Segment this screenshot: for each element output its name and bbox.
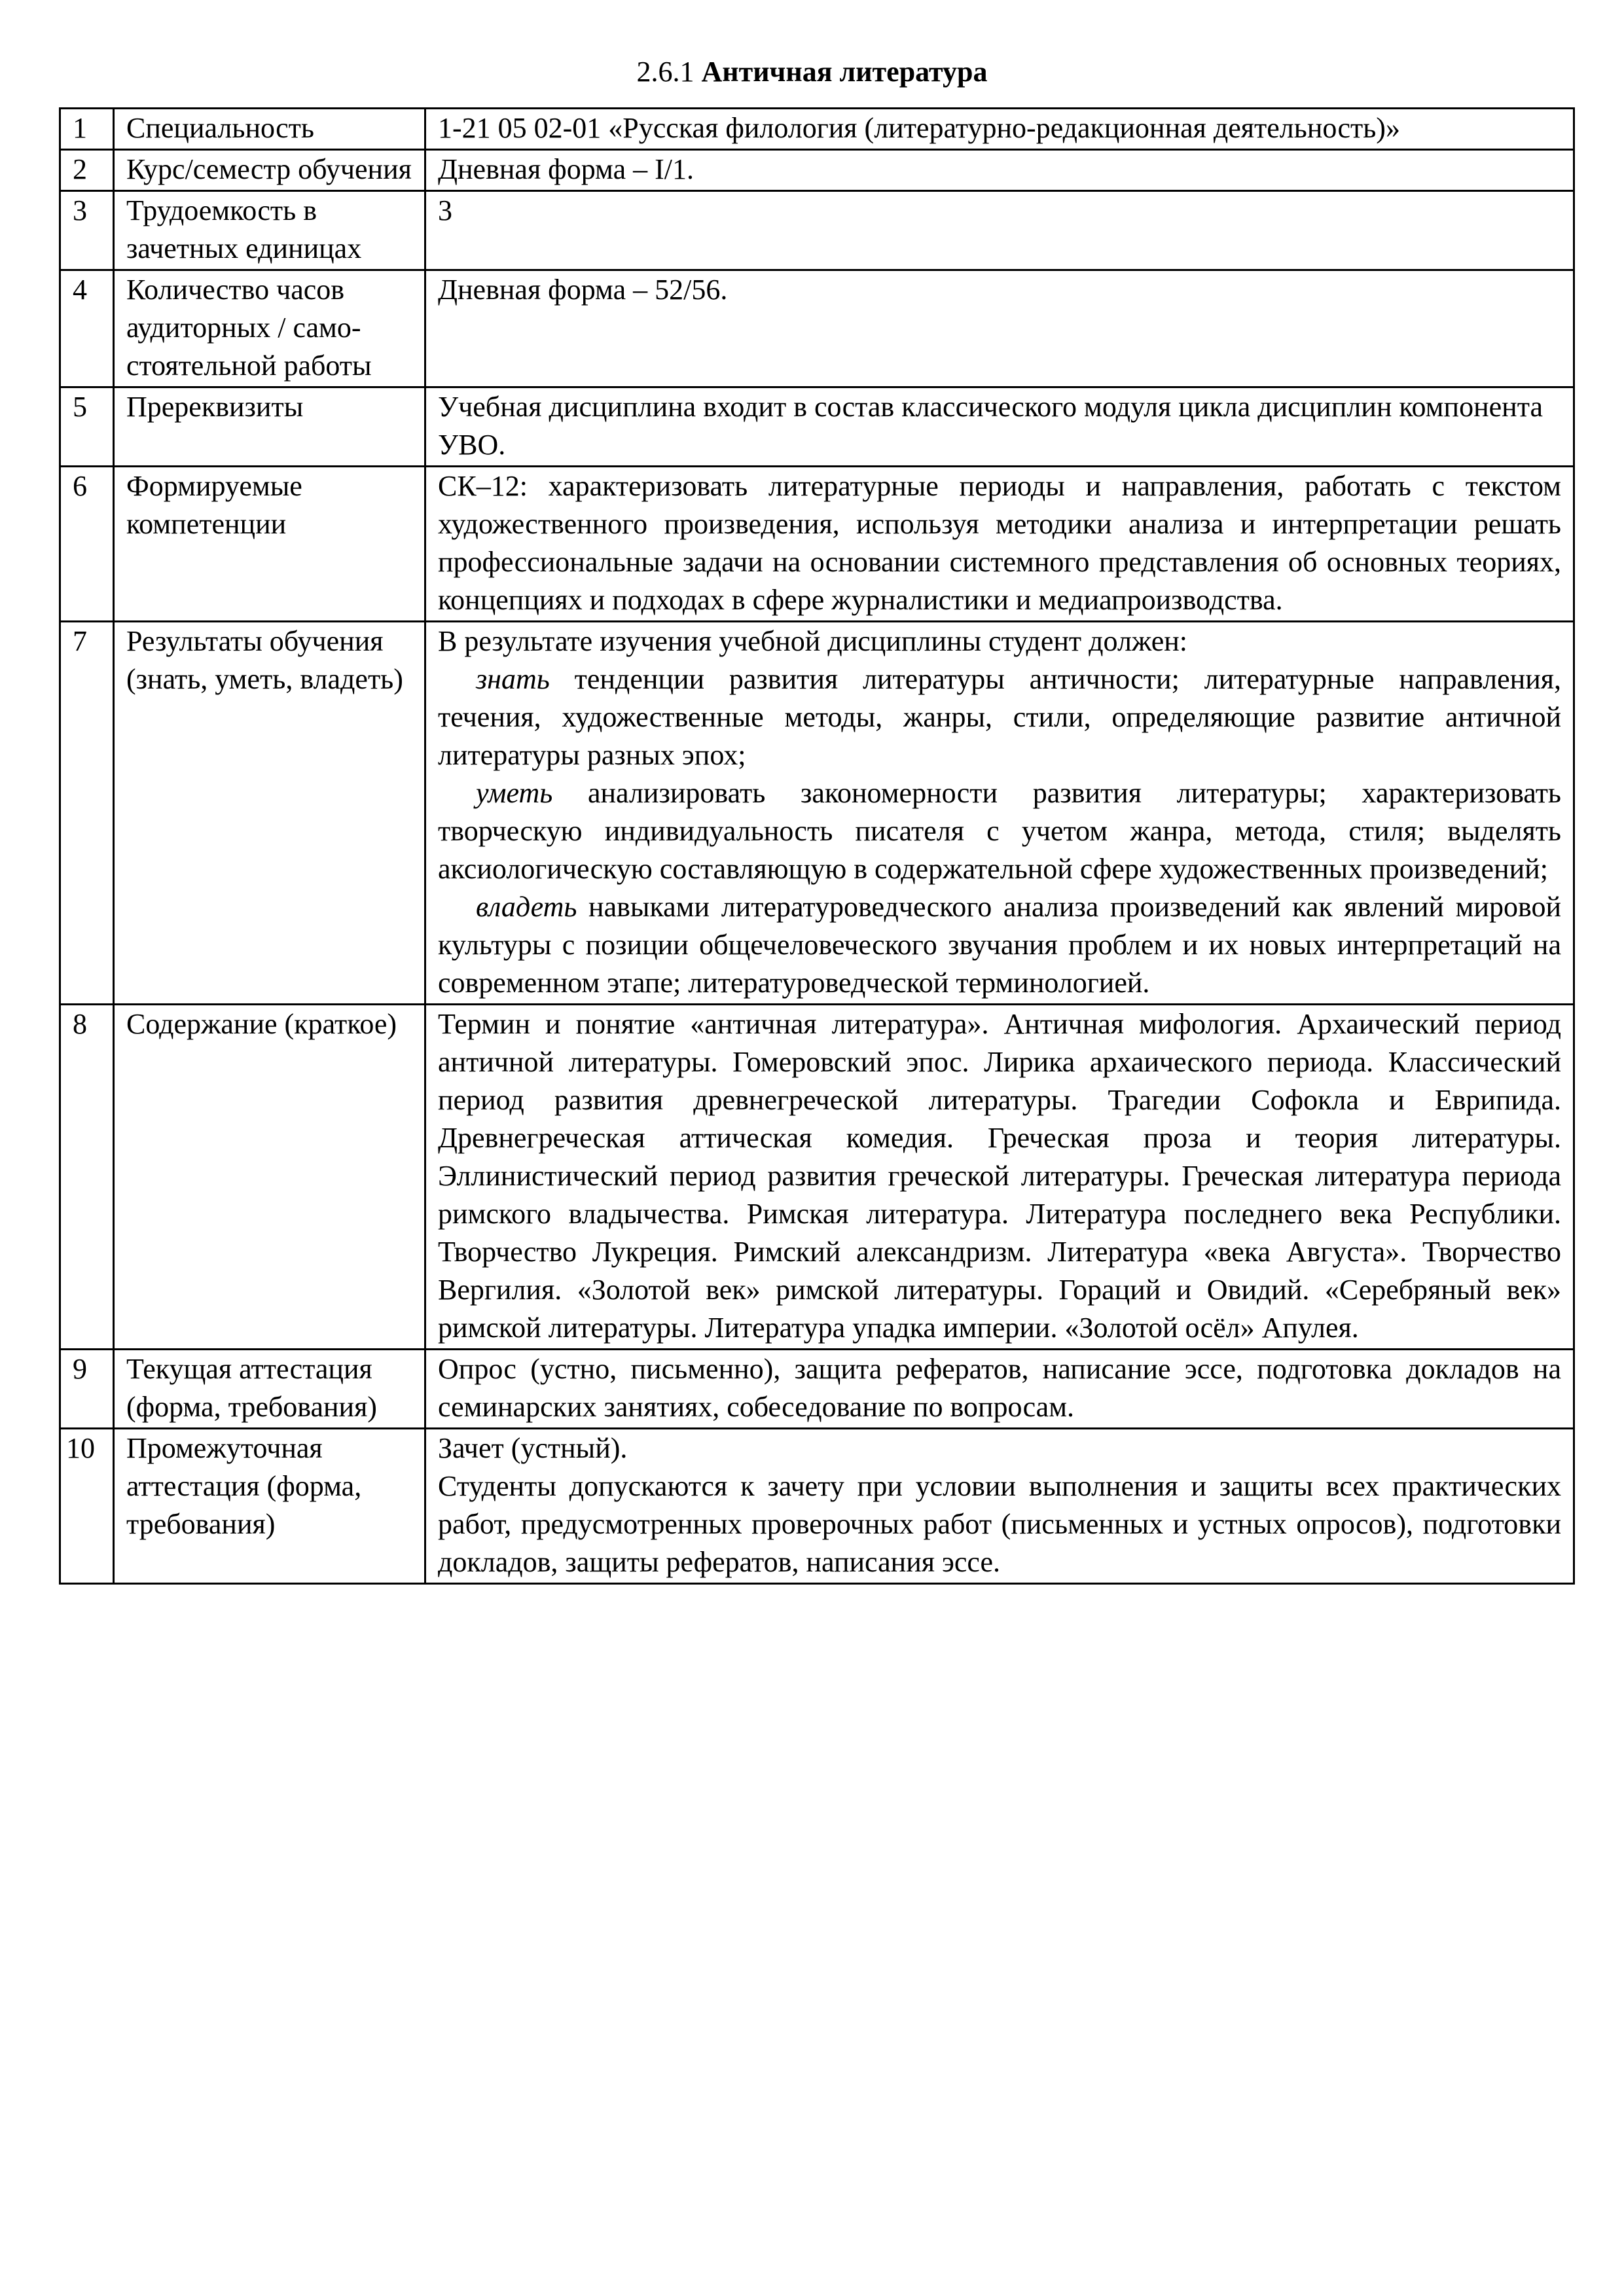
row-number: 1: [60, 109, 114, 150]
outcome-item: [438, 774, 1561, 888]
table-row: [60, 191, 1574, 270]
table-row: [60, 109, 1574, 150]
table-row: [60, 387, 1574, 467]
row-label: Специальность: [114, 109, 425, 150]
assessment-requirements: Студенты допускаются к зачету при условии выполнения и защиты всех практических работ, предусмотренных проверочных работ (письменных и устных опросов), подготовки докладов, защиты рефератов, написания эссе.: [438, 1470, 1561, 1578]
learning-outcomes: [425, 622, 1574, 1005]
outcome-text: анализировать закономерности развития литературы; характеризовать творческую индивидуальность писателя с учетом жанра, метода, стиля; выделять аксиологическую составляющую в содержательной сфере художественных произведений;: [438, 777, 1561, 885]
row-label: Промежуточная аттестация (форма, требования): [114, 1429, 425, 1584]
row-label: Трудоемкость в зачетных единицах: [114, 191, 425, 270]
row-value: [425, 1429, 1574, 1584]
row-number: 7: [60, 622, 114, 1005]
row-number: 6: [60, 467, 114, 622]
row-value: Учебная дисциплина входит в состав классического модуля цикла дисциплин компонента УВО.: [425, 387, 1574, 467]
row-label: Пререквизиты: [114, 387, 425, 467]
row-label: Текущая аттестация (форма, требования): [114, 1350, 425, 1429]
row-label: Содержание (краткое): [114, 1005, 425, 1350]
row-value: Дневная форма – 52/56.: [425, 270, 1574, 387]
table-row: [60, 1350, 1574, 1429]
row-value: СК–12: характеризовать литературные периоды и направления, работать с текстом художественного произведения, используя методики анализа и интерпретации решать профессиональные задачи на основании системного представления об основных теориях, концепциях и подходах в сфере журналистики и медиапроизводства.: [425, 467, 1574, 622]
row-value: Дневная форма – I/1.: [425, 150, 1574, 191]
row-number: 3: [60, 191, 114, 270]
row-number: 4: [60, 270, 114, 387]
table-row: [60, 1429, 1574, 1584]
row-number: 10: [60, 1429, 114, 1584]
table-row: [60, 467, 1574, 622]
row-value: Термин и понятие «античная литература». Античная мифология. Архаический период античной литературы. Гомеровский эпос. Лирика архаического периода. Классический период развития древнегреческой литературы. Трагедии Софокла и Еврипида. Древнегреческая аттическая комедия. Греческая проза и теория литературы. Эллинистический период развития греческой литературы. Греческая литература периода римского владычества. Римская литература. Литература последнего века Республики. Творчество Лукреция. Римский александризм. Литература «века Августа». Творчество Вергилия. «Золотой век» римской литературы. Гораций и Овидий. «Серебряный век» римской литературы. Литература упадка империи. «Золотой осёл» Апулея.: [425, 1005, 1574, 1350]
discipline-spec-table: [59, 107, 1575, 1585]
row-number: 8: [60, 1005, 114, 1350]
outcome-item: [438, 660, 1561, 774]
discipline-title: Античная литература: [701, 56, 988, 88]
row-label: Курс/семестр обучения: [114, 150, 425, 191]
row-value: Опрос (устно, письменно), защита рефератов, написание эссе, подготовка докладов на семинарских занятиях, собеседование по вопросам.: [425, 1350, 1574, 1429]
row-number: 9: [60, 1350, 114, 1429]
table-row: [60, 270, 1574, 387]
outcomes-intro: В результате изучения учебной дисциплины студент должен:: [438, 625, 1188, 657]
row-number: 2: [60, 150, 114, 191]
row-number: 5: [60, 387, 114, 467]
row-label: Результаты обучения (знать, уметь, владеть): [114, 622, 425, 1005]
table-row: [60, 150, 1574, 191]
document-title: [0, 54, 1624, 90]
row-label: Формируемые компетенции: [114, 467, 425, 622]
outcome-text: тенденции развития литературы античности; литературные направления, течения, художественные методы, жанры, стили, определяющие развитие античной литературы разных эпох;: [438, 663, 1561, 771]
row-label: Количество часов аудиторных / само-стоятельной работы: [114, 270, 425, 387]
row-value: 1-21 05 02-01 «Русская филология (литературно-редакционная деятельность)»: [425, 109, 1574, 150]
outcome-term: владеть: [476, 891, 577, 923]
table-row: [60, 1005, 1574, 1350]
outcome-item: [438, 888, 1561, 1002]
assessment-form: Зачет (устный).: [438, 1432, 628, 1464]
row-value: 3: [425, 191, 1574, 270]
outcome-term: знать: [476, 663, 550, 695]
outcome-text: навыками литературоведческого анализа произведений как явлений мировой культуры с позиции общечеловеческого звучания проблем и их новых интерпретаций на современном этапе; литературоведческой терминологией.: [438, 891, 1561, 999]
outcome-term: уметь: [476, 777, 553, 809]
table-row: [60, 622, 1574, 1005]
section-number: 2.6.1: [636, 56, 695, 88]
